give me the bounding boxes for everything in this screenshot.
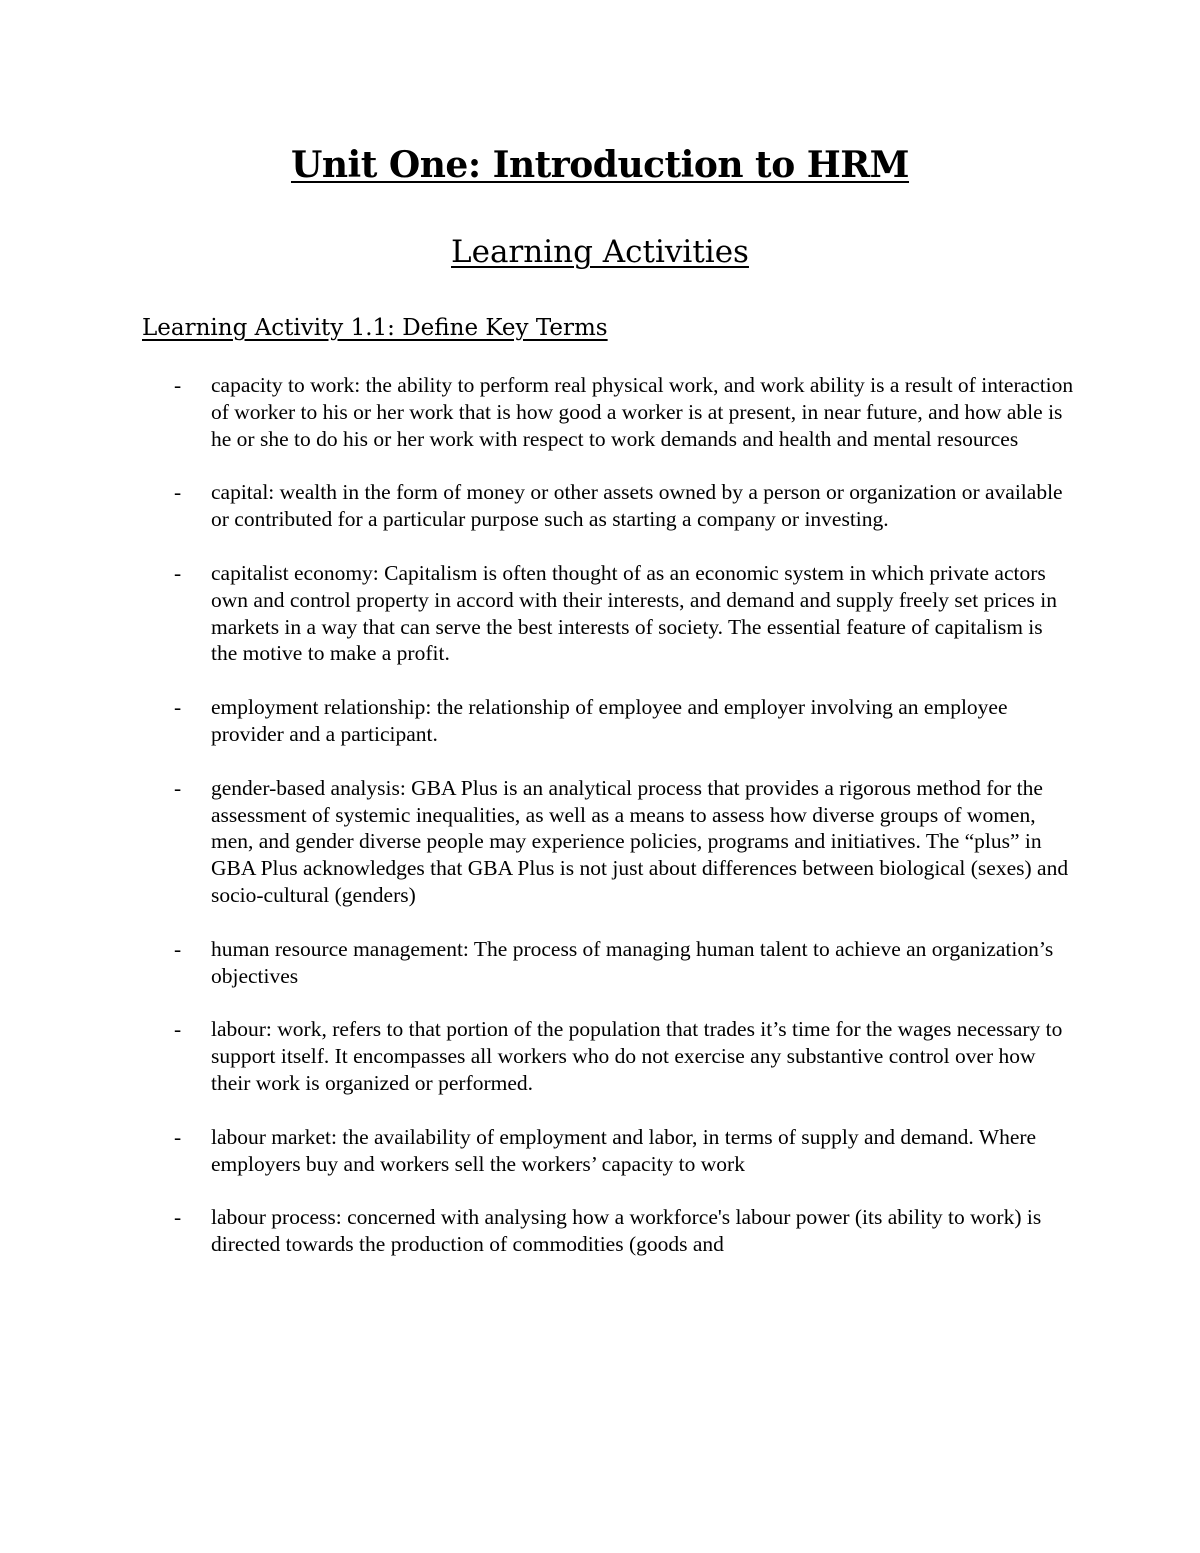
key-term-item: [174, 1124, 1074, 1178]
term-name: labour market:: [211, 1124, 337, 1149]
bullet-dash: -: [174, 695, 182, 720]
bullet-dash: -: [174, 373, 182, 397]
page-title: Unit One: Introduction to HRM: [290, 144, 910, 186]
section-heading: Learning Activity 1.1: Define Key Terms: [142, 315, 608, 341]
key-term-item: [174, 479, 1074, 533]
key-term-item: [174, 560, 1074, 667]
bullet-dash: -: [174, 1205, 182, 1230]
bullet-dash: -: [174, 936, 182, 961]
page-subtitle: Learning Activities: [451, 234, 749, 270]
bullet-dash: -: [174, 480, 182, 505]
term-definition: the ability to perform real physical work, and work ability is a result of interaction of worker to his or her work that is how good a worker is at present, in near future, and how able is he or she to do his or her work with respect to work demands and health and mental resources: [211, 373, 1074, 451]
bullet-dash: -: [174, 1017, 182, 1042]
bullet-dash: -: [174, 1124, 182, 1149]
term-definition: wealth in the form of money or other assets owned by a person or organization or available or contributed for a particular purpose such as starting a company or investing.: [211, 480, 1063, 532]
term-name: labour process:: [211, 1205, 342, 1230]
bullet-dash: -: [174, 560, 182, 585]
key-terms-list: [174, 372, 1074, 1285]
term-name: gender-based analysis:: [211, 775, 406, 800]
key-term-item: [174, 694, 1074, 748]
key-term-item: [174, 936, 1074, 990]
term-definition: The process of managing human talent to achieve an organization’s objectives: [211, 936, 1054, 988]
term-definition: work, refers to that portion of the population that trades it’s time for the wages necessary to support itself. It encompasses all workers who do not exercise any substantive control over how their work is organized or performed.: [211, 1017, 1063, 1095]
term-definition: Capitalism is often thought of as an economic system in which private actors own and control property in accord with their interests, and demand and supply freely set prices in markets in a way that can serve the best interests of society. The essential feature of capitalism is the motive to make a profit.: [211, 560, 1058, 666]
term-name: capacity to work:: [211, 373, 361, 397]
key-term-item: [174, 775, 1074, 909]
term-name: capital:: [211, 480, 275, 505]
term-name: employment relationship:: [211, 695, 432, 720]
term-definition: the relationship of employee and employer involving an employee provider and a participant.: [211, 695, 1008, 746]
key-term-item: [174, 1204, 1074, 1258]
term-name: labour:: [211, 1017, 272, 1042]
term-name: capitalist economy:: [211, 560, 379, 585]
term-definition: the availability of employment and labor, in terms of supply and demand. Where employers buy and workers sell the workers’ capacity to work: [211, 1124, 1037, 1176]
term-definition: concerned with analysing how a workforce's labour power (its ability to work) is directed towards the production of commodities (goods and: [211, 1205, 1042, 1257]
term-definition: GBA Plus is an analytical process that provides a rigorous method for the assessment of systemic inequalities, as well as a means to assess how diverse groups of women, men, and gender diverse people may experience policies, programs and initiatives. The “plus” in GBA Plus acknowledges that GBA Plus is not just about differences between biological (sexes) and socio-cultural (genders): [211, 775, 1069, 907]
key-term-item: [174, 1016, 1074, 1096]
bullet-dash: -: [174, 775, 182, 800]
key-term-item: [174, 372, 1074, 452]
term-name: human resource management:: [211, 936, 469, 961]
